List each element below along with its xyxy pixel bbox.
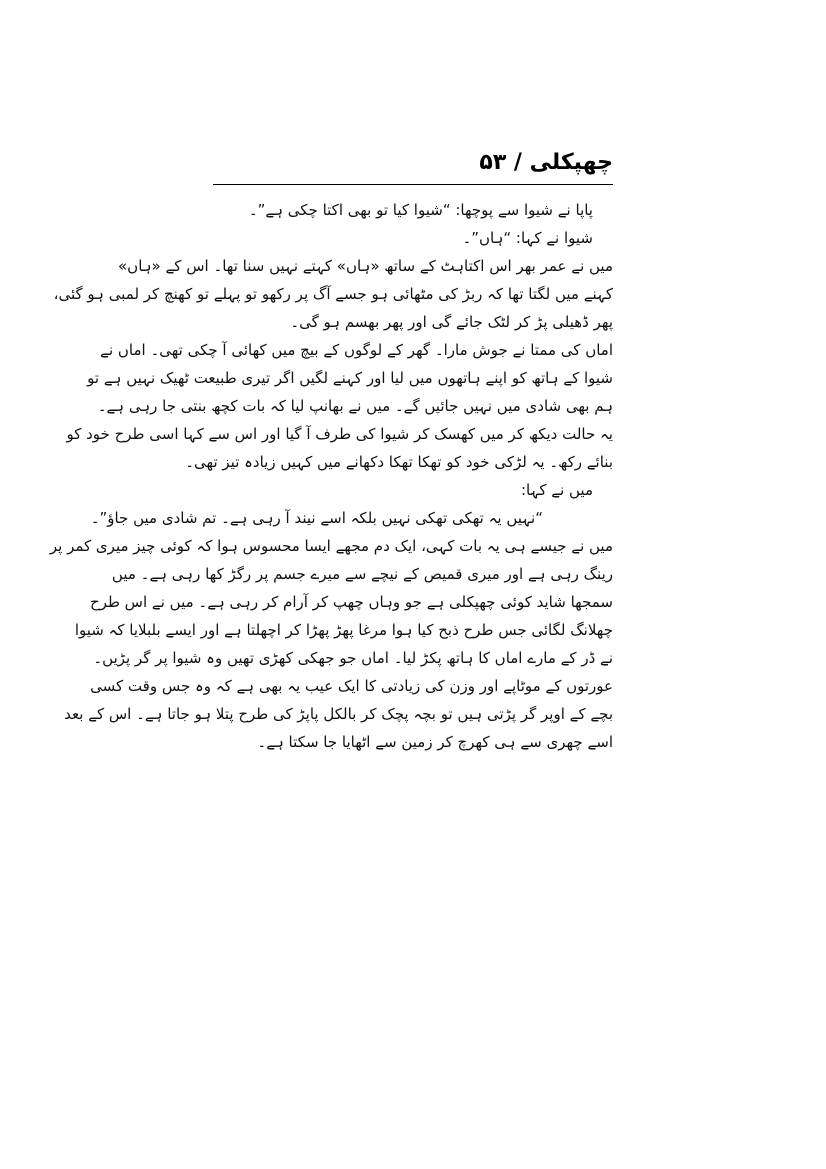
text-line: میں نے کہا: — [520, 481, 593, 499]
text-line: ہم بھی شادی میں نہیں جائیں گے۔ میں نے بھانپ لیا کہ بات کچھ بنتی جا رہی ہے۔ — [97, 397, 613, 415]
text-line: اسے چھری سے ہی کھرچ کر زمین سے اٹھایا جا سکتا ہے۔ — [257, 733, 613, 751]
text-line: میں نے عمر بھر اس اکتاہٹ کے ساتھ «ہاں» کہتے نہیں سنا تھا۔ اس کے «ہاں» — [118, 257, 613, 275]
text-line: میں نے جیسے ہی یہ بات کہی، ایک دم مجھے ایسا محسوس ہوا کہ کوئی چیز میری کمر پر — [49, 537, 613, 555]
text-line: اماں کی ممتا نے جوش مارا۔ گھر کے لوگوں کے بیچ میں کھائی آ چکی تھی۔ اماں نے — [100, 341, 613, 359]
text-line: بچے کے اوپر گر پڑتی ہیں تو بچہ پچک کر بالکل پاپڑ کی طرح پتلا ہو جاتا ہے۔ اس کے بعد — [64, 705, 613, 723]
text-line: چھلانگ لگائی جس طرح ذبح کیا ہوا مرغا پھڑ پھڑا کر اچھلتا ہے اور ایسے بلبلایا کہ شیوا — [74, 621, 613, 639]
text-line: عورتوں کے موٹاپے اور وزن کی زیادتی کا ایک عیب یہ بھی ہے کہ وہ جس وقت کسی — [90, 677, 613, 695]
text-line: نے ڈر کے مارے اماں کا ہاتھ پکڑ لیا۔ اماں جو جھکی کھڑی تھیں وہ شیوا پر گر پڑیں۔ — [93, 649, 613, 667]
text-line: بنائے رکھ۔ یہ لڑکی خود کو تھکا تھکا دکھانے میں کہیں زیادہ تیز تھی۔ — [185, 453, 613, 471]
text-line: کہنے میں لگتا تھا کہ ربڑ کی مٹھائی ہو جسے آگ پر رکھو تو پہلے تو کھنچ کر لمبی ہو گئی، — [53, 285, 613, 303]
body-text — [49, 196, 613, 756]
text-line: یہ حالت دیکھ کر میں کھسک کر شیوا کی طرف آ گیا اور اس سے کہا اسی طرح خود کو — [66, 425, 613, 443]
text-line: سمجھا شاید کوئی چھپکلی ہے جو وہاں چھپ کر آرام کر رہی ہے۔ میں نے اس طرح — [90, 593, 613, 611]
running-head: چھپکلی / ۵۳ — [479, 150, 613, 175]
text-line: شیوا کے ہاتھ کو اپنے ہاتھوں میں لیا اور کہنے لگیں اگر تیری طبیعت ٹھیک نہیں ہے تو — [87, 369, 613, 387]
text-line: پھر ڈھیلی پڑ کر لٹک جائے گی اور پھر بھسم ہو گی۔ — [290, 313, 613, 331]
text-line: “نہیں یہ تھکی تھکی نہیں بلکہ اسے نیند آ رہی ہے۔ تم شادی میں جاؤ”۔ — [90, 509, 543, 527]
text-line: شیوا نے کہا: “ہاں”۔ — [462, 229, 593, 247]
text-line: پاپا نے شیوا سے پوچھا: “شیوا کیا تو بھی اکتا چکی ہے”۔ — [248, 201, 593, 219]
header-divider — [213, 184, 613, 185]
page-header — [213, 150, 613, 186]
text-line: رینگ رہی ہے اور میری قمیص کے نیچے سے میرے جسم پر رگڑ کھا رہی ہے۔ میں — [111, 565, 613, 583]
